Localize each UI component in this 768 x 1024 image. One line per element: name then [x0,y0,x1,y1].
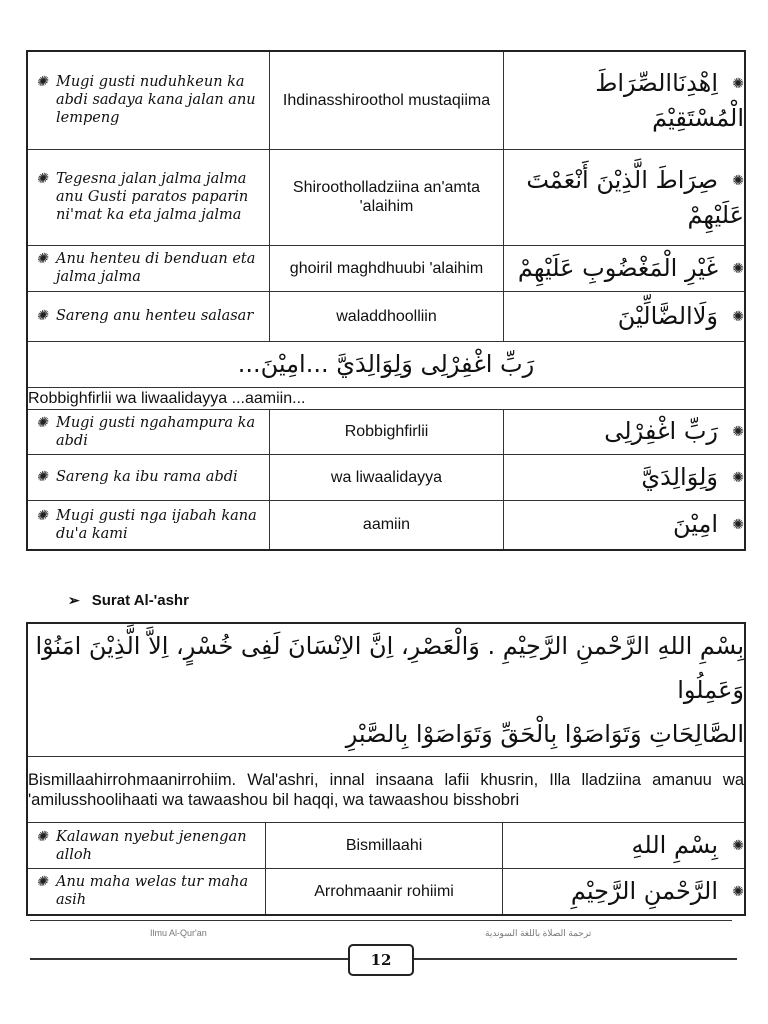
arabic-line: بِسْمِ اللهِ الرَّحْمنِ الرَّحِيْمِ . وَالْعَصْرِ، اِنَّ الاِنْسَانَ لَفِى خُسْرٍ، اِلاَّ الَّذِيْنَ امَنُوْا وَعَمِلُوا [35,632,744,704]
table-row-full-arabic [27,623,745,757]
meaning-text: Mugi gusti nga ijabah kana du'a kami [56,507,257,542]
sun-flower-icon: ✺ [36,507,48,524]
table-row [27,409,745,454]
arabic-text: بِسْمِ اللهِ [631,831,718,859]
latin-text: waladdhoolliin [269,291,503,341]
sun-flower-icon: ✺ [732,469,744,486]
arabic-text: وَلَاالضَّالِّيْنَ [617,301,718,330]
sun-flower-icon: ✺ [732,172,744,189]
sun-flower-icon: ✺ [36,828,48,845]
meaning-text: Mugi gusti nuduhkeun ka abdi sadaya kana jalan anu lempeng [56,74,256,127]
arabic-text: رَبِّ اغْفِرْلِى [604,417,718,445]
table-row [27,500,745,550]
sun-flower-icon: ✺ [36,414,48,431]
surah-translation-table [26,622,746,916]
section-heading [68,592,189,609]
footer-rule-left [30,958,348,960]
arabic-text: اِهْدِنَاالصِّرَاطَ الْمُسْتَقِيْمَ [595,68,744,132]
sun-flower-icon: ✺ [732,517,744,534]
latin-text: Robbighfirlii [269,409,503,454]
table-row-full-latin [27,387,745,409]
table-row [27,149,745,245]
sun-flower-icon: ✺ [732,308,744,325]
arabic-text: وَلِوَالِدَيَّ [641,462,718,491]
latin-text: Ihdinasshiroothol mustaqiima [269,51,503,149]
surah-arabic-block [27,623,745,757]
surah-latin-text: Bismillaahirrohmaanirrohiim. Wal'ashri, innal insaana lafii khusrin, Illa lladziina amanuu wa 'amilusshoolihaati wa tawaashou bil haqqi, wa tawaashou bisshobri [27,757,745,823]
meaning-text: Anu henteu di benduan eta jalma jalma [56,251,256,285]
table-row [27,245,745,291]
full-latin-text: Robbighfirlii wa liwaalidayya ...aamiin... [27,387,745,409]
meaning-text: Sareng anu henteu salasar [56,308,254,324]
arabic-line: الصَّالِحَاتِ وَتَوَاصَوْا بِالْحَقِّ وَتَوَاصَوْا بِالصَّبْرِ [345,720,744,748]
sun-flower-icon: ✺ [36,74,48,91]
prayer-translation-table [26,50,746,551]
footer-left-text: Ilmu Al-Qur'an [150,928,207,938]
sun-flower-icon: ✺ [36,308,48,324]
table-row [27,823,745,869]
sun-flower-icon: ✺ [36,874,48,891]
arabic-text: صِرَاطَ الَّذِيْنَ أَنْعَمْتَ عَلَيْهِمْ [526,165,744,229]
table-row-full-arabic [27,341,745,387]
full-arabic-text: رَبِّ اغْفِرْلِى وَلِوَالِدَيَّ ...امِيْنَ... [27,341,745,387]
footer-rule-right [412,958,737,960]
sun-flower-icon: ✺ [732,75,744,92]
meaning-text: Kalawan nyebut jenengan alloh [56,828,247,863]
table-row [27,454,745,500]
sun-flower-icon: ✺ [732,260,744,277]
latin-text: wa liwaalidayya [269,454,503,500]
meaning-text: Mugi gusti ngahampura ka abdi [56,414,256,449]
latin-text: Bismillaahi [265,823,502,869]
footer-divider [30,920,732,921]
sun-flower-icon: ✺ [732,838,744,854]
latin-text: Arrohmaanir rohiimi [265,869,502,915]
table-row [27,51,745,149]
meaning-text: Sareng ka ibu rama abdi [56,469,238,485]
arabic-text: الرَّحْمنِ الرَّحِيْمِ [570,876,718,905]
section-title: Surat Al-'ashr [91,592,189,609]
meaning-text: Tegesna jalan jalma jalma anu Gusti paratos paparin ni'mat ka eta jalma jalma [56,171,249,223]
sun-flower-icon: ✺ [732,883,744,900]
latin-text: aamiin [269,500,503,550]
footer-right-text: ترجمة الصلاة باللغة السوندية [485,928,592,938]
sun-flower-icon: ✺ [36,469,48,485]
arrow-bullet-icon: ➢ [68,592,80,608]
meaning-text: Anu maha welas tur maha asih [56,874,249,909]
latin-text: Shirootholladziina an'amta 'alaihim [269,149,503,245]
table-row-full-latin [27,757,745,823]
arabic-text: غَيْرِ الْمَغْضُوبِ عَلَيْهِمْ [517,253,718,282]
sun-flower-icon: ✺ [36,171,48,187]
arabic-text: امِيْنَ [672,510,718,539]
latin-text: ghoiril maghdhuubi 'alaihim [269,245,503,291]
sun-flower-icon: ✺ [732,424,744,440]
table-row [27,869,745,915]
page-number: 12 [348,944,414,976]
sun-flower-icon: ✺ [36,251,48,267]
table-row [27,291,745,341]
